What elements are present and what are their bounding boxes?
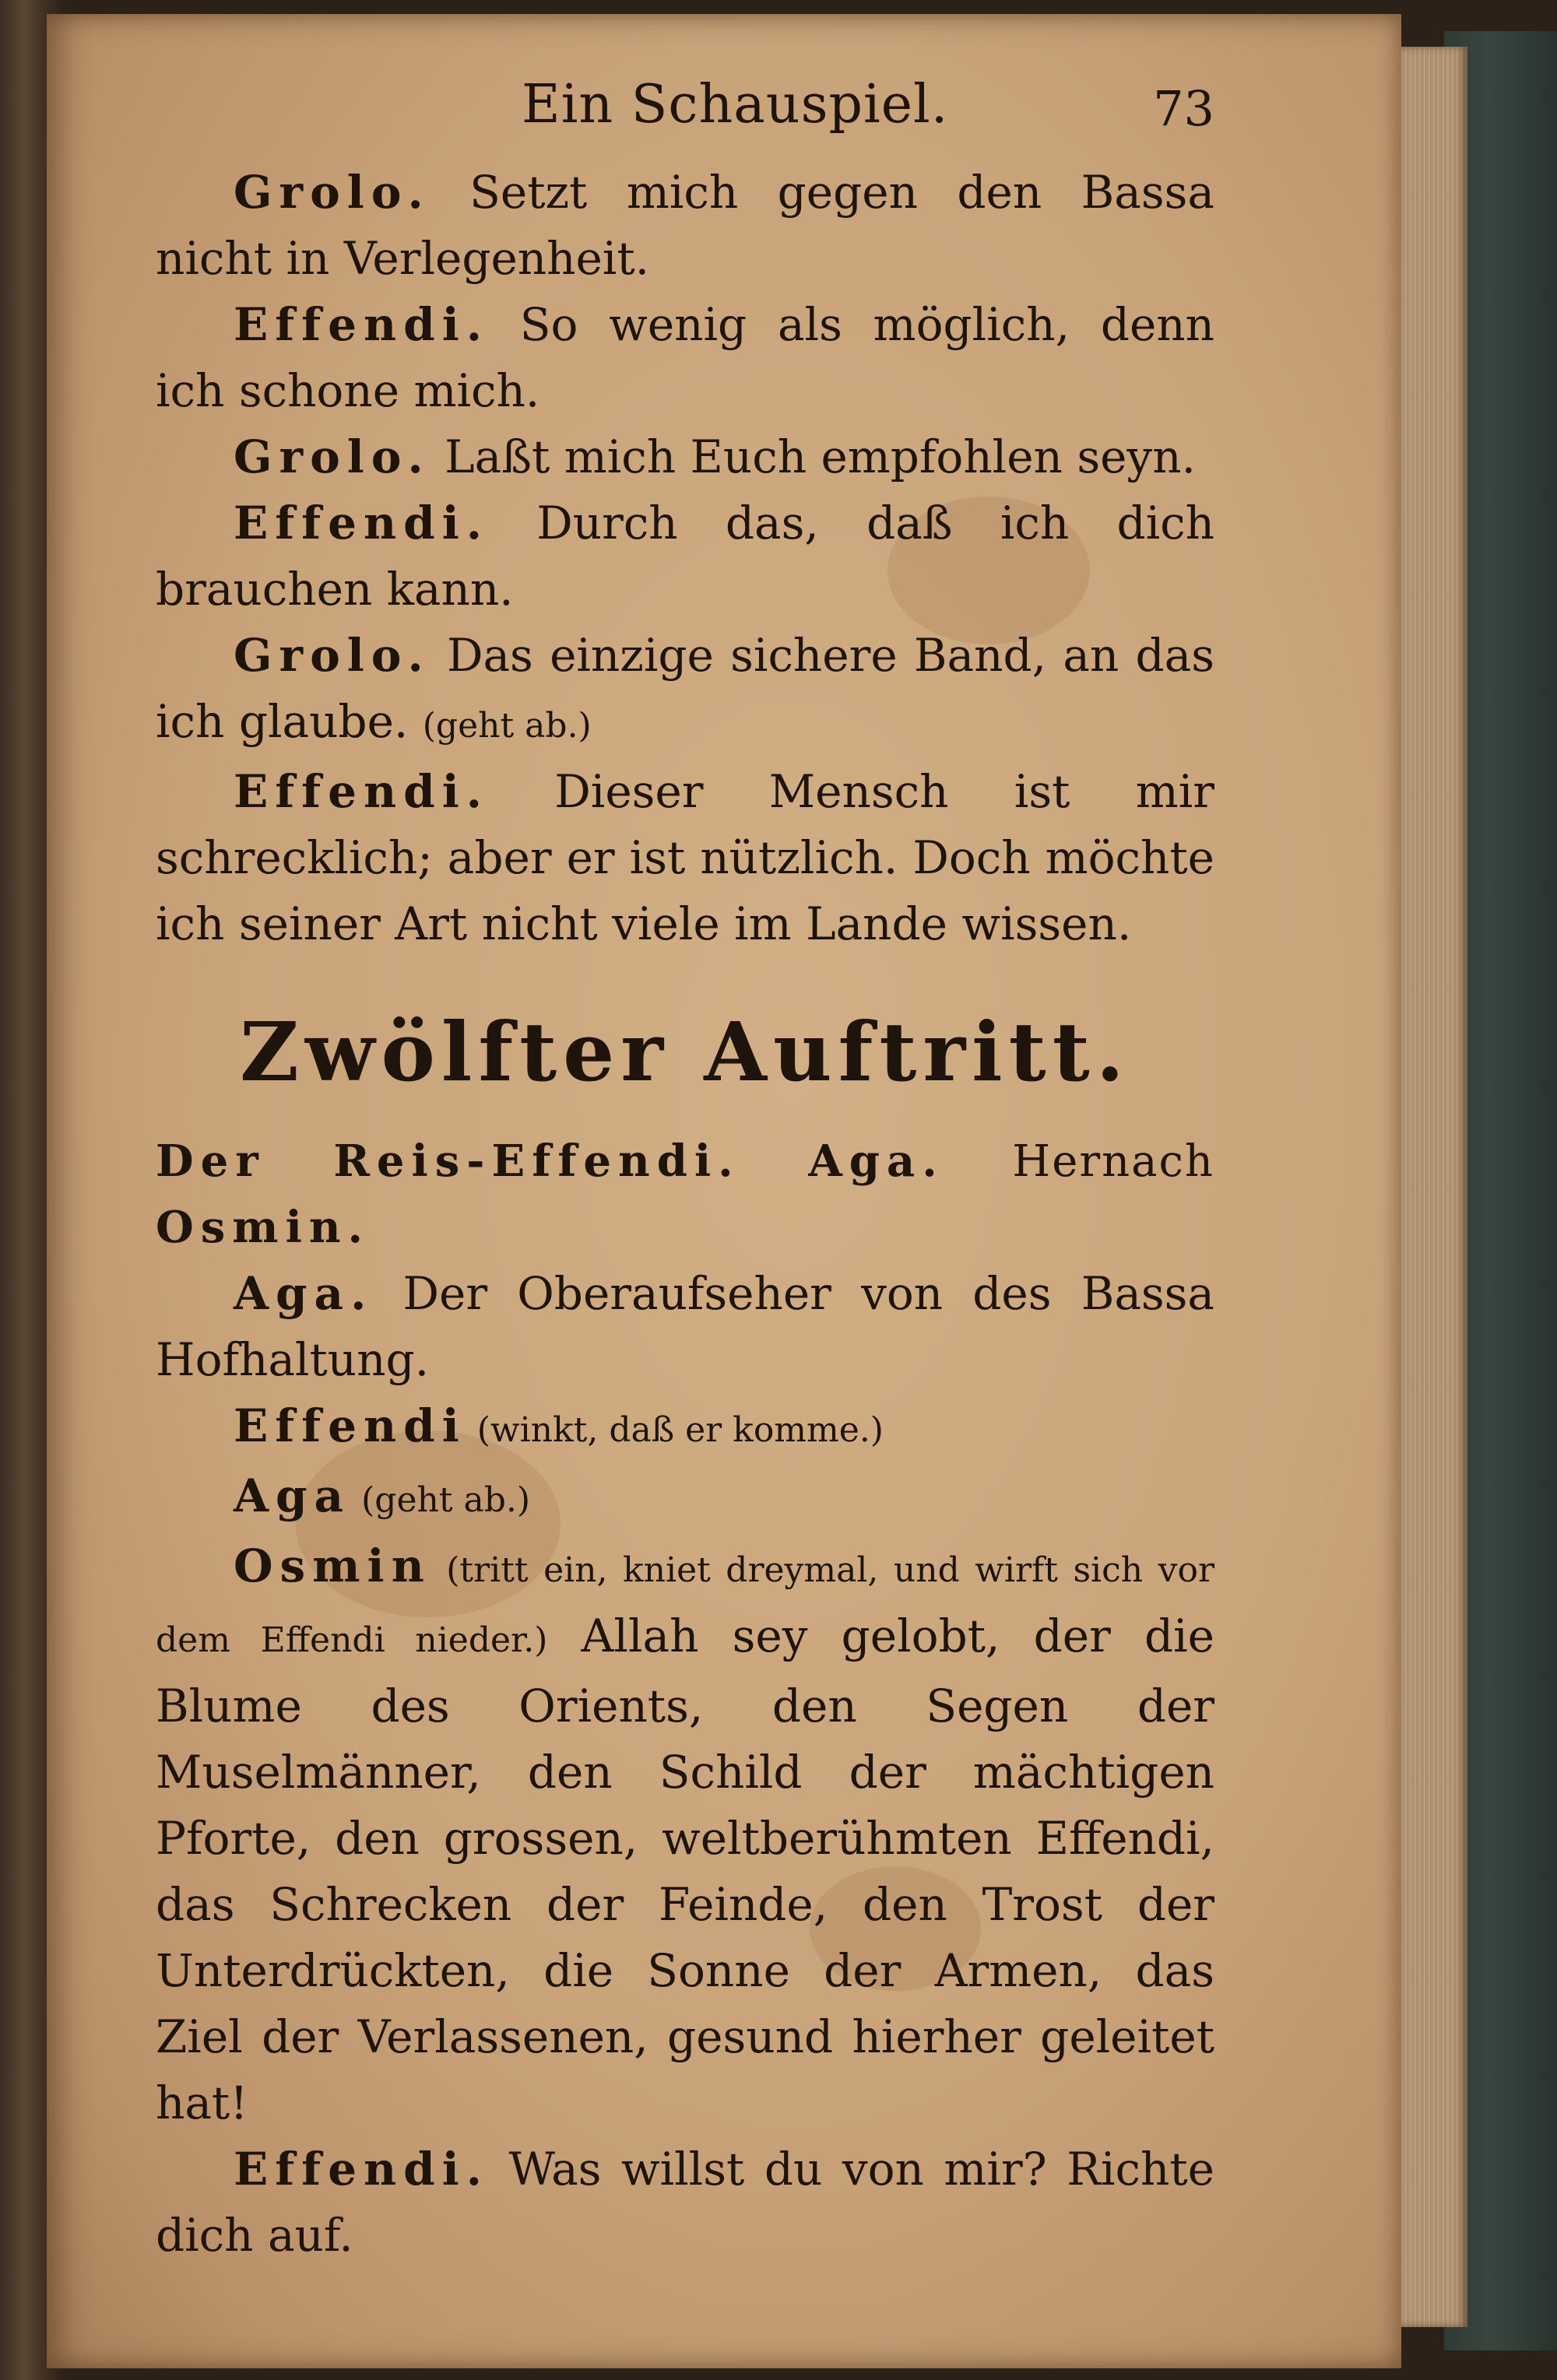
cast-name: Der Reis-Effendi. [156, 1136, 809, 1187]
cast-name: Osmin. [156, 1202, 371, 1253]
dialogue-paragraph [156, 424, 1214, 490]
speaker-name: Effendi [234, 1399, 466, 1452]
speaker-name: Osmin [234, 1539, 431, 1592]
dialogue-paragraph [156, 292, 1214, 424]
speech-text: Das einzige sichere Band, an das ich glaube. [156, 629, 1214, 748]
page-edges [1394, 47, 1467, 2327]
speaker-name: Effendi. [234, 497, 489, 549]
dialogue-paragraph [156, 2136, 1214, 2269]
dialogue-paragraph [156, 1463, 1214, 1533]
cast-note: Hernach [1012, 1136, 1214, 1187]
speech-text: Allah sey gelobt, der die Blume des Orients, den Segen der Muselmänner, den Schild der mächtigen Pforte, den grossen, weltberühmten Effendi, das Schrecken der Feinde, den Trost der Unterdrückten, die Sonne der Armen, das Ziel der Verlassenen, gesund hierher geleitet hat! [156, 1609, 1214, 2129]
dialogue-paragraph [156, 490, 1214, 623]
running-head: Ein Schauspiel. [522, 74, 949, 135]
speech-text: Laßt mich Euch empfohlen seyn. [430, 430, 1196, 483]
stage-direction: (geht ab.) [350, 1480, 531, 1520]
scene-heading: Zwölfter Auftritt. [240, 1004, 1130, 1100]
speech-text: Was willst du von mir? Richte dich auf. [156, 2143, 1214, 2262]
speech-text: Dieser Mensch ist mir schrecklich; aber er ist nützlich. Doch möchte ich seiner Art nicht viele im Lande wissen. [156, 765, 1214, 950]
dialogue-paragraph [156, 1533, 1214, 2136]
dialogue-paragraph [156, 1393, 1214, 1463]
cast-list [156, 1129, 1214, 1261]
cast-name: Aga. [808, 1136, 1013, 1187]
speech-text: Durch das, daß ich dich brauchen kann. [156, 497, 1214, 616]
speaker-name: Effendi. [234, 298, 489, 351]
speaker-name: Effendi. [234, 765, 489, 818]
speaker-name: Grolo. [234, 166, 431, 219]
page-number: 73 [1153, 80, 1214, 137]
dialogue-paragraph [156, 623, 1214, 759]
speaker-name: Aga [234, 1469, 351, 1522]
speaker-name: Aga. [234, 1267, 374, 1320]
speaker-name: Effendi. [234, 2143, 489, 2196]
speaker-name: Grolo. [234, 629, 431, 682]
stage-direction: (geht ab.) [422, 706, 592, 746]
page-text [156, 74, 1214, 2269]
speech-text: So wenig als möglich, denn ich schone mich. [156, 298, 1214, 417]
dialogue-paragraph [156, 1261, 1214, 1393]
speech-text: Der Oberaufseher von des Bassa Hofhaltung. [156, 1267, 1214, 1386]
speaker-name: Grolo. [234, 430, 431, 483]
speech-text: Setzt mich gegen den Bassa nicht in Verlegenheit. [156, 166, 1214, 285]
stage-direction: (tritt ein, kniet dreymal, und wirft sich vor dem Effendi nieder.) [156, 1550, 1214, 1660]
page-header [156, 74, 1214, 160]
stage-direction: (winkt, daß er komme.) [466, 1410, 884, 1450]
dialogue-paragraph [156, 160, 1214, 292]
dialogue-paragraph [156, 759, 1214, 957]
